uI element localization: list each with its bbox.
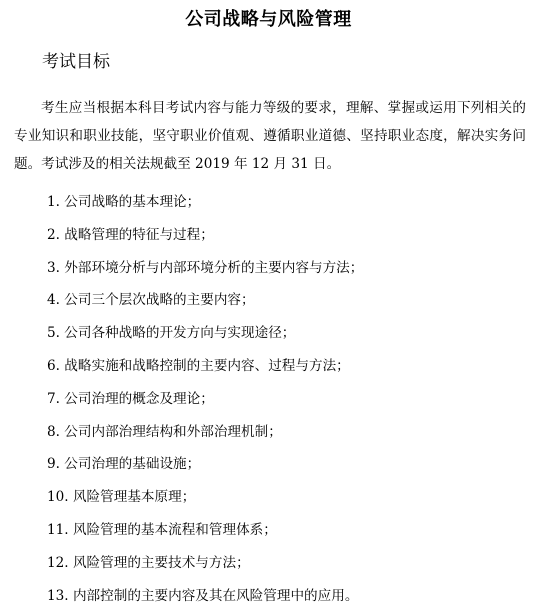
list-item: 10. 风险管理基本原理； [47,489,196,506]
list-item: 1. 公司战略的基本理论； [47,194,201,210]
list-item: 7. 公司治理的概念及理论； [47,390,214,407]
list-item: 2. 战略管理的特征与过程； [47,226,214,243]
document-title: 公司战略与风险管理 [185,9,352,30]
list-item: 11. 风险管理的基本流程和管理体系； [47,521,277,538]
intro-paragraph: 考生应当根据本科目考试内容与能力等级的要求，理解、掌握或运用下列相关的专业知识和职业技能，坚守职业价值观、遵循职业道德、坚持职业态度，解决实务问题。考试涉及的相关法规截至 2019 年 12 月 31 日。 [14,100,526,172]
list-item: 4. 公司三个层次战略的主要内容； [47,292,255,309]
list-item: 3. 外部环境分析与内部环境分析的主要内容与方法； [47,259,364,276]
list-item: 12. 风险管理的主要技术与方法； [47,554,250,571]
list-item: 6. 战略实施和战略控制的主要内容、过程与方法； [47,357,350,374]
objective-list [47,190,363,616]
list-item: 8. 公司内部治理结构和外部治理机制； [47,423,282,440]
list-item: 13. 内部控制的主要内容及其在风险管理中的应用。 [47,587,359,604]
section-heading: 考试目标 [42,52,110,72]
list-item: 9. 公司治理的基础设施； [47,456,201,473]
list-item: 5. 公司各种战略的开发方向与实现途径； [47,325,296,342]
